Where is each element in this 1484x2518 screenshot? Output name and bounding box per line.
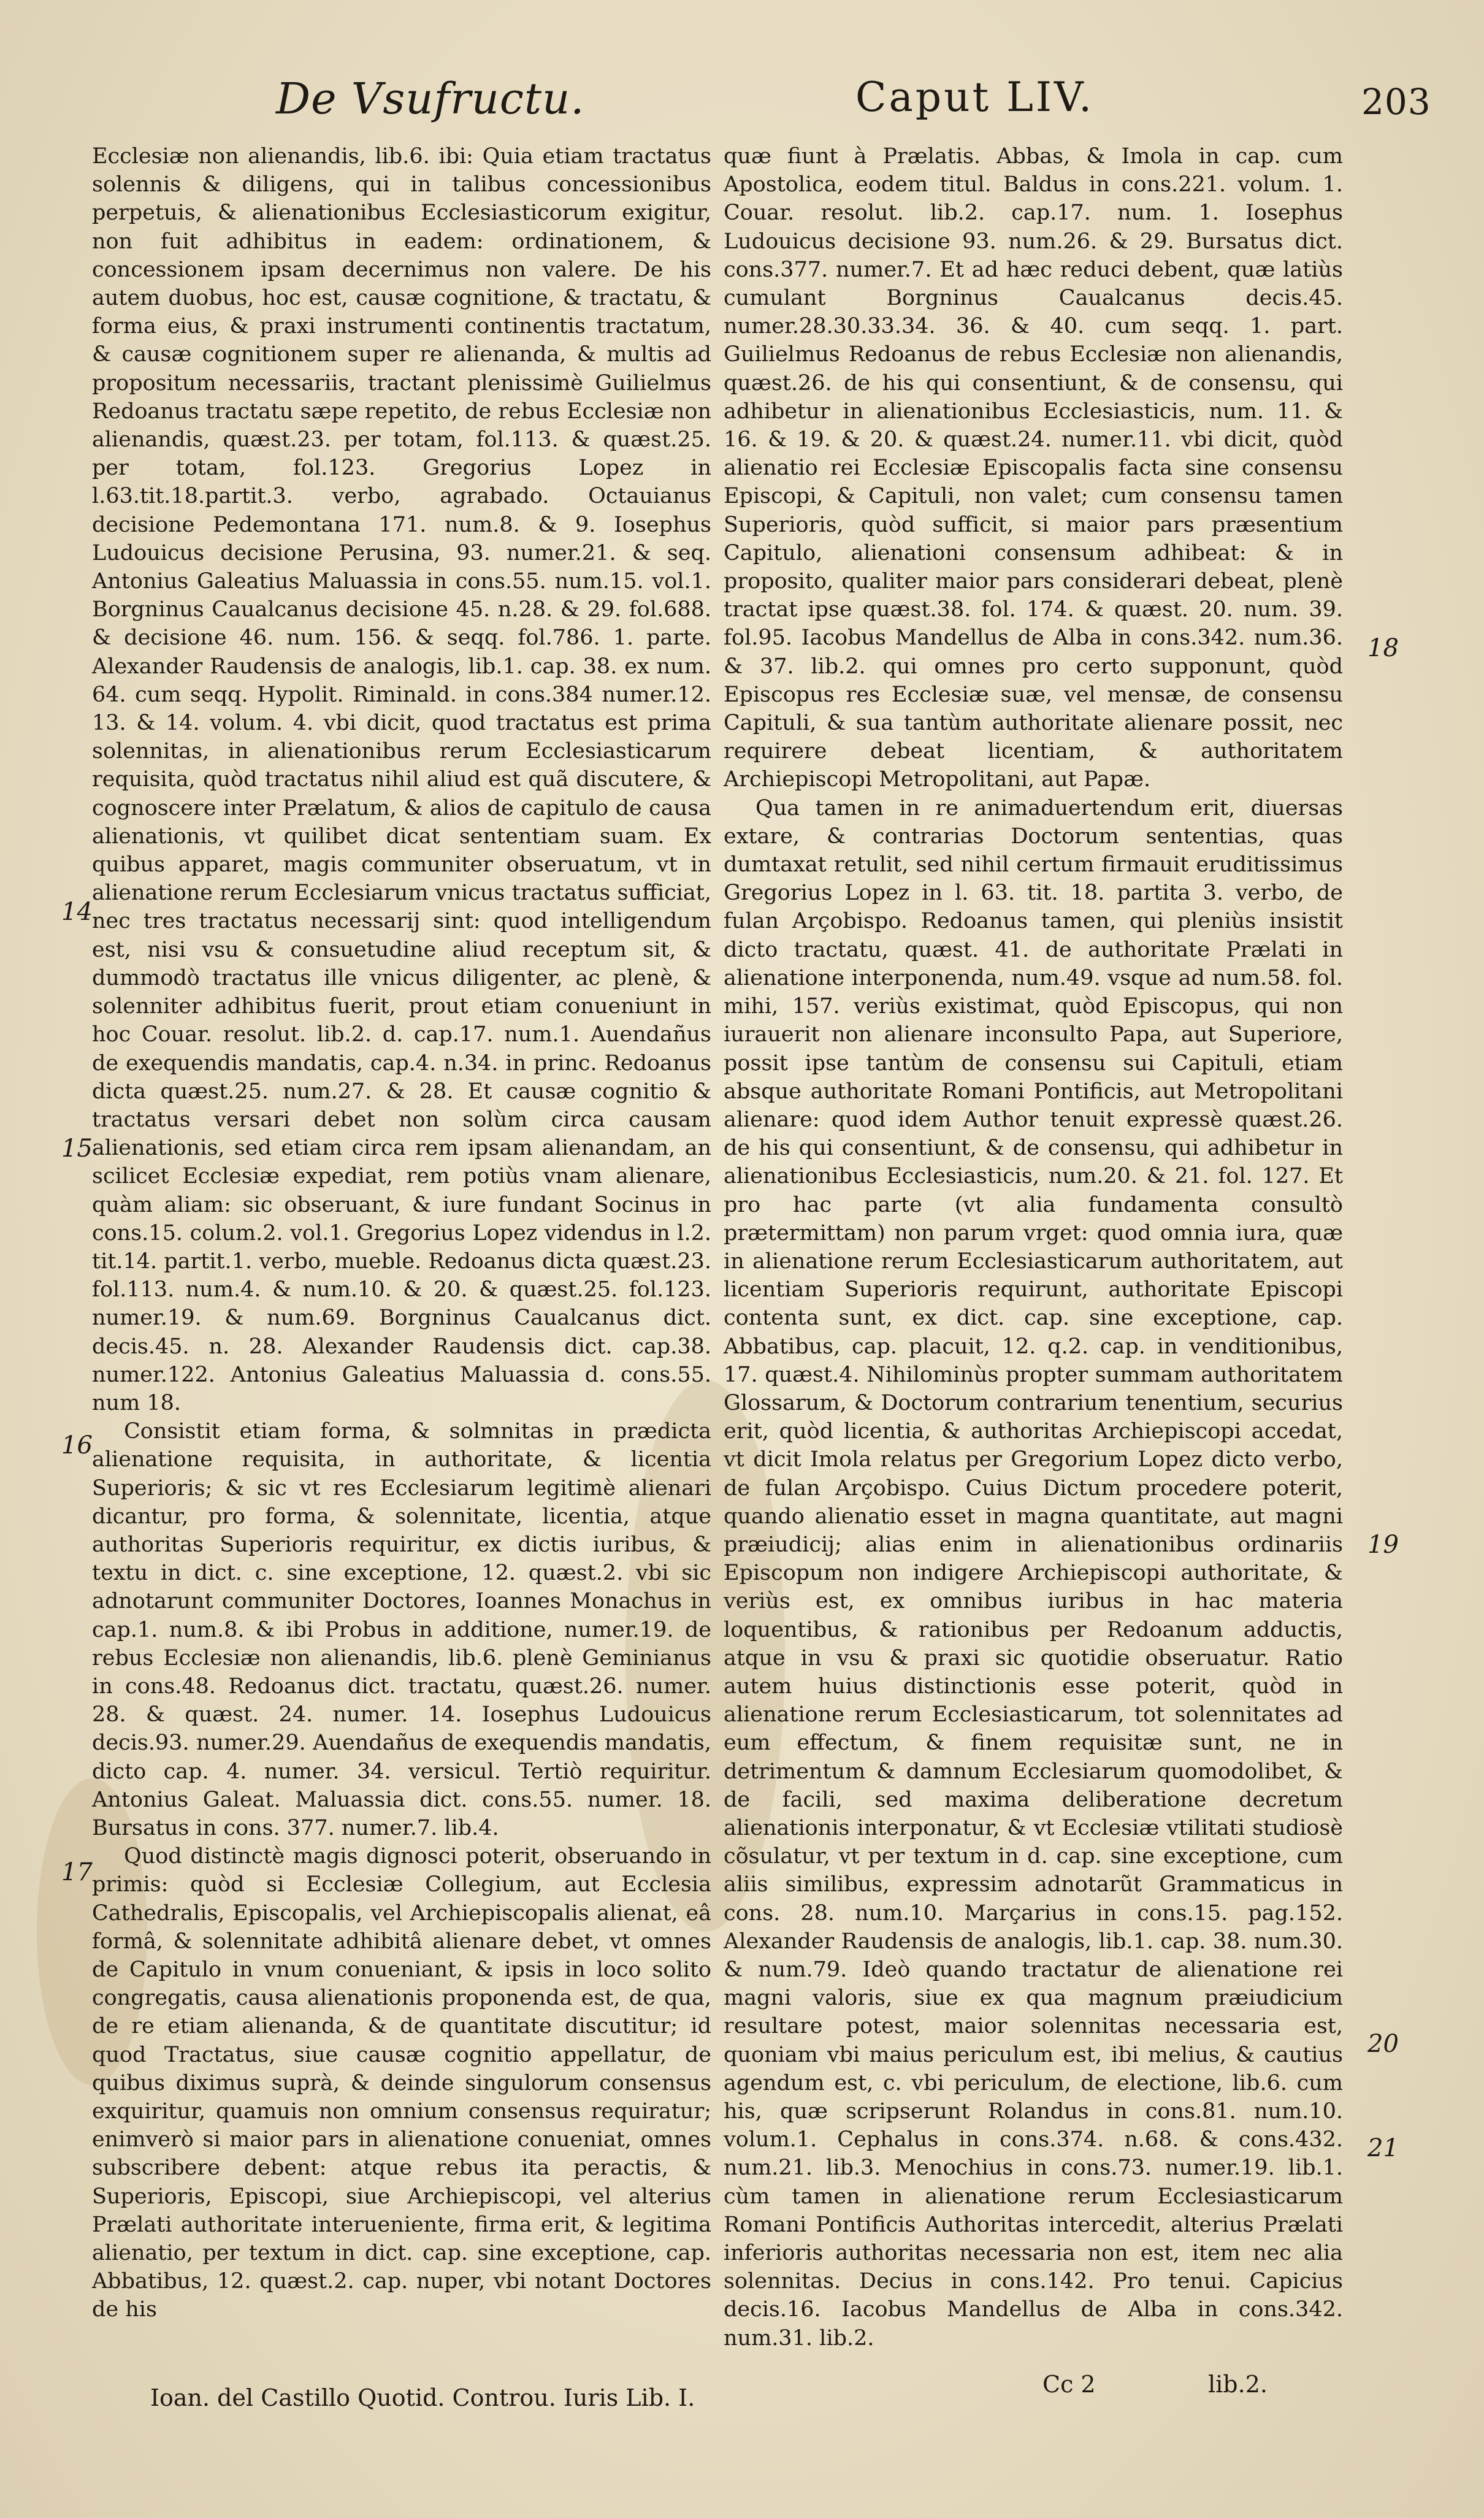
running-header-chapter: Caput LIV.	[855, 74, 1095, 121]
page-number: 203	[1361, 81, 1431, 123]
footer-author-title: Ioan. del Castillo Quotid. Controu. Iuris Lib. I.	[150, 2384, 695, 2411]
margin-number: 16	[61, 1431, 93, 1460]
paragraph: Consistit etiam forma, & solmnitas in prædicta alienatione requisita, in authoritate, & licentia Superioris; & sic vt res Ecclesiarum legitimè alienari dicantur, pro forma, & solennitate, licentia, atque authoritas Superioris requiritur, ex dictis iuribus, & textu in dict. c. sine exceptione, 12. quæst.2. vbi sic adnotarunt communiter Doctores, Ioannes Monachus in cap.1. num.8. & ibi Probus in additione, numer.19. de rebus Ecclesiæ non alienandis, lib.6. plenè Geminianus in cons.48. Redoanus dict. tractatu, quæst.26. numer. 28. & quæst. 24. numer. 14. Iosephus Ludouicus decis.93. numer.29. Auendañus de exequendis mandatis, dicto cap. 4. numer. 34. versicul. Tertiò requiritur. Antonius Galeat. Maluassia dict. cons.55. numer. 18. Bursatus in cons. 377. numer.7. lib.4.	[92, 1419, 711, 1840]
margin-number: 21	[1367, 2134, 1399, 2162]
margin-number: 18	[1367, 634, 1399, 662]
margin-number: 19	[1367, 1531, 1399, 1559]
paragraph: quæ fiunt à Prælatis. Abbas, & Imola in cap. cum Apostolica, eodem titul. Baldus in cons.221. volum. 1. Couar. resolut. lib.2. cap.17. num. 1. Iosephus Ludouicus decisione 93. num.26. & 29. Bursatus dict. cons.377. numer.7. Et ad hæc reduci debent, quæ latiùs cumulant Borgninus Caualcanus decis.45. numer.28.30.33.34. 36. & 40. cum seqq. 1. part. Guilielmus Redoanus de rebus Ecclesiæ non alienandis, quæst.26. de his qui consentiunt, & de consensu, qui adhibetur in alienationibus Ecclesiasticis, num. 11. & 16. & 19. & 20. & quæst.24. numer.11. vbi dicit, quòd alienatio rei Ecclesiæ Episcopalis facta sine consensu Episcopi, & Capituli, non valet; cum consensu tamen Superioris, quòd sufficit, si maior pars præsentium Capitulo, alienationi consensum adhibeat: & in proposito, qualiter maior pars considerari debeat, plenè tractat ipse quæst.38. fol. 174. & quæst. 20. num. 39. fol.95. Iacobus Mandellus de Alba in cons.342. num.36. & 37. lib.2. qui omnes pro certo supponunt, quòd Episcopus res Ecclesiæ suæ, vel mensæ, de consensu Capituli, & sua tantùm authoritate alienare possit, nec requirere debeat licentiam, & authoritatem Archiepiscopi Metropolitani, aut Papæ.	[724, 144, 1343, 792]
left-text-column	[92, 142, 711, 2324]
running-header-title: De Vsufructu.	[276, 74, 585, 124]
margin-number: 15	[61, 1135, 93, 1163]
paragraph: Quod distinctè magis dignosci poterit, obseruando in primis: quòd si Ecclesiæ Collegium, aut Ecclesia Cathedralis, Episcopalis, vel Archiepiscopalis alienat, eâ formâ, & solennitate adhibitâ alienare debet, vt omnes de Capitulo in vnum conueniant, & ipsis in loco solito congregatis, causa alienationis proponenda est, de qua, de re etiam alienanda, & de quantitate discutitur; id quod Tractatus, siue causæ cognitio appellatur, de quibus diximus suprà, & deinde singulorum consensus exquiritur, quamuis non omnium consensus requiratur; enimverò si maior pars in alienatione conueniat, omnes subscribere debent: atque rebus ita peractis, & Superioris, Episcopi, siue Archiepiscopi, vel alterius Prælati authoritate interueniente, firma erit, & legitima alienatio, per textum in dict. cap. sine exceptione, cap. Abbatibus, 12. quæst.2. cap. nuper, vbi notant Doctores de his	[92, 1844, 711, 2322]
margin-number: 20	[1367, 2030, 1399, 2058]
footer-catchword: lib.2.	[1208, 2371, 1268, 2398]
footer-signature: Cc 2	[1042, 2371, 1096, 2398]
paragraph: Ecclesiæ non alienandis, lib.6. ibi: Quia etiam tractatus solennis & diligens, qui in talibus concessionibus perpetuis, & alienationibus Ecclesiasticorum exigitur, non fuit adhibitus in eadem: ordinationem, & concessionem ipsam decernimus non valere. De his autem duobus, hoc est, causæ cognitione, & tractatu, & forma eius, & praxi instrumenti continentis tractatum, & causæ cognitionem super re alienanda, & multis ad propositum necessariis, tractant plenissimè Guilielmus Redoanus tractatu sæpe repetito, de rebus Ecclesiæ non alienandis, quæst.23. per totam, fol.113. & quæst.25. per totam, fol.123. Gregorius Lopez in l.63.tit.18.partit.3. verbo, agrabado. Octauianus decisione Pedemontana 171. num.8. & 9. Iosephus Ludouicus decisione Perusina, 93. numer.21. & seq. Antonius Galeatius Maluassia in cons.55. num.15. vol.1. Borgninus Caualcanus decisione 45. n.28. & 29. fol.688. & decisione 46. num. 156. & seqq. fol.786. 1. parte. Alexander Raudensis de analogis, lib.1. cap. 38. ex num. 64. cum seqq. Hypolit. Riminald. in cons.384 numer.12. 13. & 14. volum. 4. vbi dicit, quod tractatus est prima solennitas, in alienationibus rerum Ecclesiasticarum requisita, quòd tractatus nihil aliud est quã discutere, & cognoscere inter Prælatum, & alios de capitulo de causa alienationis, vt quilibet dicat sententiam suam. Ex quibus apparet, magis communiter obseruatum, vt in alienatione rerum Ecclesiarum vnicus tractatus sufficiat, nec tres tractatus necessarij sint: quod intelligendum est, nisi vsu & consuetudine aliud receptum sit, & dummodò tractatus ille vnicus diligenter, ac plenè, & solenniter adhibitus fuerit, prout etiam conueniunt in hoc Couar. resolut. lib.2. d. cap.17. num.1. Auendañus de exequendis mandatis, cap.4. n.34. in princ. Redoanus dicta quæst.25. num.27. & 28. Et causæ cognitio & tractatus versari debet non solùm circa causam alienationis, sed etiam circa rem ipsam alienandam, an scilicet Ecclesiæ expediat, rem potiùs vnam alienare, quàm aliam: sic obseruant, & iure fundant Socinus in cons.15. colum.2. vol.1. Gregorius Lopez videndus in l.2. tit.14. partit.1. verbo, mueble. Redoanus dicta quæst.23. fol.113. num.4. & num.10. & 20. & quæst.25. fol.123. numer.19. & num.69. Borgninus Caualcanus dict. decis.45. n. 28. Alexander Raudensis dict. cap.38. numer.122. Antonius Galeatius Maluassia d. cons.55. num 18.	[92, 144, 711, 1415]
margin-number: 14	[61, 898, 93, 926]
paragraph: Qua tamen in re animaduertendum erit, diuersas extare, & contrarias Doctorum sententias, quas dumtaxat retulit, sed nihil certum firmauit eruditissimus Gregorius Lopez in l. 63. tit. 18. partita 3. verbo, de fulan Arçobispo. Redoanus tamen, qui pleniùs insistit dicto tractatu, quæst. 41. de authoritate Prælati in alienatione interponenda, num.49. vsque ad num.58. fol. mihi, 157. veriùs existimat, quòd Episcopus, qui non iurauerit non alienare inconsulto Papa, aut Superiore, possit ipse tantùm de consensu sui Capituli, etiam absque authoritate Romani Pontificis, aut Metropolitani alienare: quod idem Author tenuit expressè quæst.26. de his qui consentiunt, & de consensu, qui adhibetur in alienationibus Ecclesiasticis, num.20. & 21. fol. 127. Et pro hac parte (vt alia fundamenta consultò prætermittam) non parum vrget: quod omnia iura, quæ in alienatione rerum Ecclesiasticarum authoritatem, aut licentiam Superioris requirunt, authoritate Episcopi contenta sunt, ex dict. cap. sine exceptione, cap. Abbatibus, cap. placuit, 12. q.2. cap. in venditionibus, 17. quæst.4. Nihilominùs propter summam authoritatem Glossarum, & Doctorum contrarium tenentium, securius erit, quòd licentia, & authoritas Archiepiscopi accedat, vt dicit Imola relatus per Gregorium Lopez dicto verbo, de fulan Arçobispo. Cuius Dictum procedere poterit, quando alienatio esset in magna quantitate, aut magni præiudicij; alias enim in alienationibus ordinariis Episcopum non indigere Archiepiscopi authoritate, & veriùs est, ex omnibus iuribus in hac materia loquentibus, & rationibus per Redoanum adductis, atque in vsu & praxi sic quotidie obseruatur. Ratio autem huius distinctionis esse poterit, quòd in alienatione rerum Ecclesiasticarum, tot solennitates ad eum effectum, & finem requisitæ sunt, ne in detrimentum & damnum Ecclesiarum quomodolibet, & de facili, sed maxima deliberatione decretum alienationis interponatur, & vt Ecclesiæ vtilitati studiosè cõsulatur, vt per textum in d. cap. sine exceptione, cum aliis similibus, expressim adnotarũt Grammaticus in cons. 28. num.10. Marçarius in cons.15. pag.152. Alexander Raudensis de analogis, lib.1. cap. 38. num.30. & num.79. Ideò quando tractatur de alienatione rei magni valoris, siue ex qua magnum præiudicium resultare potest, maior solennitas necessaria est, quoniam vbi maius periculum est, ibi melius, & cautius agendum est, c. vbi periculum, de electione, lib.6. cum his, quæ scripserunt Rolandus in cons.81. num.10. volum.1. Cephalus in cons.374. n.68. & cons.432. num.21. lib.3. Menochius in cons.73. numer.19. lib.1. cùm tamen in alienatione rerum Ecclesiasticarum Romani Pontificis Authoritas intercedit, alterius Prælati inferioris authoritas necessaria non est, item nec alia solennitas. Decius in cons.142. Pro tenui. Capicius decis.16. Iacobus Mandellus de Alba in cons.342. num.31. lib.2.	[724, 795, 1343, 2351]
margin-number: 17	[61, 1858, 93, 1886]
right-text-column	[724, 142, 1343, 2352]
